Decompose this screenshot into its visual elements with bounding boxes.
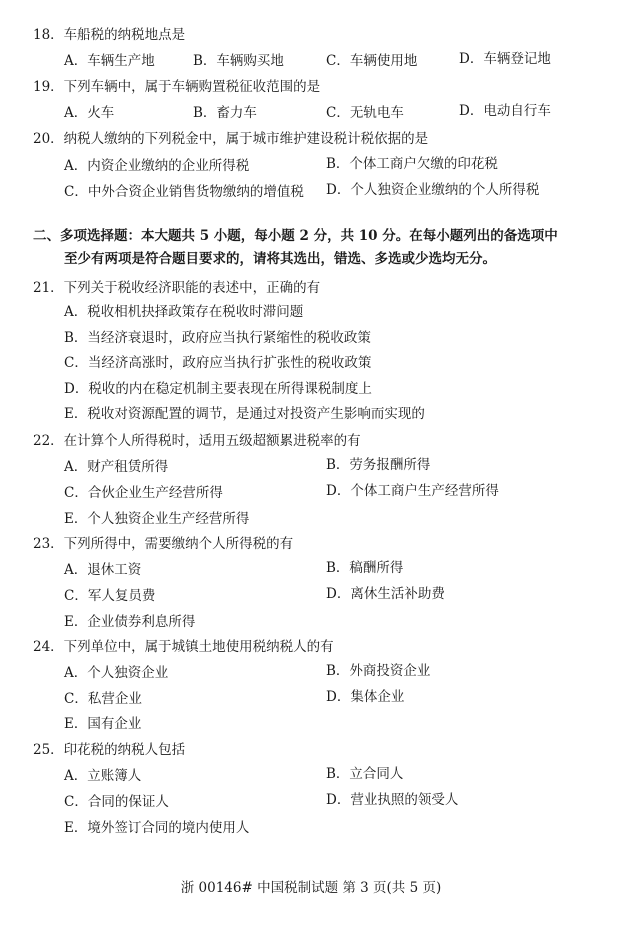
question-18-option-d: D．车辆登记地 <box>459 51 551 67</box>
question-18-option-a: A．车辆生产地 <box>64 53 155 69</box>
question-21-option-c: C．当经济高涨时，政府应当执行扩张性的税收政策 <box>64 355 372 371</box>
question-24-option-d: D．集体企业 <box>326 689 405 705</box>
question-23-option-c: C．军人复员费 <box>64 588 156 604</box>
question-21-option-b: B．当经济衰退时，政府应当执行紧缩性的税收政策 <box>64 330 371 346</box>
question-25-option-d: D．营业执照的领受人 <box>326 792 459 808</box>
question-18-option-c: C．车辆使用地 <box>326 53 418 69</box>
question-19-option-b: B．畜力车 <box>193 105 257 121</box>
question-21-option-e: E．税收对资源配置的调节，是通过对投资产生影响而实现的 <box>64 406 425 422</box>
question-25-option-c: C．合同的保证人 <box>64 794 169 810</box>
question-21-option-a: A．税收相机抉择政策存在税收时滞问题 <box>64 304 304 320</box>
question-22-option-b: B．劳务报酬所得 <box>326 457 431 473</box>
question-21-stem: 21．下列关于税收经济职能的表述中，正确的有 <box>33 280 321 296</box>
question-23-option-a: A．退休工资 <box>64 562 142 578</box>
question-20-option-b: B．个体工商户欠缴的印花税 <box>326 156 498 172</box>
question-20-stem: 20．纳税人缴纳的下列税金中，属于城市维护建设税计税依据的是 <box>33 131 429 147</box>
question-22-option-d: D．个体工商户生产经营所得 <box>326 483 499 499</box>
question-19-option-c: C．无轨电车 <box>326 105 404 121</box>
question-18-option-b: B．车辆购买地 <box>193 53 284 69</box>
section-2-heading-line1: 二、多项选择题：本大题共 5 小题，每小题 2 分，共 10 分。在每小题列出的备选项中 <box>33 228 558 244</box>
question-20-option-c: C．中外合资企业销售货物缴纳的增值税 <box>64 184 304 200</box>
question-22-option-e: E．个人独资企业生产经营所得 <box>64 511 250 527</box>
question-21-option-d: D．税收的内在稳定机制主要表现在所得课税制度上 <box>64 381 372 397</box>
question-24-option-a: A．个人独资企业 <box>64 665 169 681</box>
question-23-stem: 23．下列所得中，需要缴纳个人所得税的有 <box>33 536 294 552</box>
page-footer: 浙 00146# 中国税制试题 第 3 页(共 5 页) <box>180 880 442 896</box>
question-18-stem: 18．车船税的纳税地点是 <box>33 27 186 43</box>
question-25-option-a: A．立账簿人 <box>64 768 142 784</box>
question-24-option-c: C．私营企业 <box>64 691 142 707</box>
question-19-option-a: A．火车 <box>64 105 115 121</box>
question-19-stem: 19．下列车辆中，属于车辆购置税征收范围的是 <box>33 79 321 95</box>
question-20-option-a: A．内资企业缴纳的企业所得税 <box>64 158 250 174</box>
question-19-option-d: D．电动自行车 <box>459 103 551 119</box>
question-23-option-d: D．离休生活补助费 <box>326 586 445 602</box>
question-25-stem: 25．印花税的纳税人包括 <box>33 742 186 758</box>
question-22-stem: 22．在计算个人所得税时，适用五级超额累进税率的有 <box>33 433 361 449</box>
section-2-heading-line2: 至少有两项是符合题目要求的，请将其选出，错选、多选或少选均无分。 <box>64 251 496 267</box>
question-25-option-e: E．境外签订合同的境内使用人 <box>64 820 250 836</box>
question-25-option-b: B．立合同人 <box>326 766 404 782</box>
question-22-option-a: A．财产租赁所得 <box>64 459 169 475</box>
question-23-option-b: B．稿酬所得 <box>326 560 404 576</box>
question-23-option-e: E．企业债券利息所得 <box>64 614 196 630</box>
question-24-stem: 24．下列单位中，属于城镇土地使用税纳税人的有 <box>33 639 334 655</box>
question-24-option-e: E．国有企业 <box>64 716 142 732</box>
question-20-option-d: D．个人独资企业缴纳的个人所得税 <box>326 182 540 198</box>
question-22-option-c: C．合伙企业生产经营所得 <box>64 485 223 501</box>
question-24-option-b: B．外商投资企业 <box>326 663 431 679</box>
